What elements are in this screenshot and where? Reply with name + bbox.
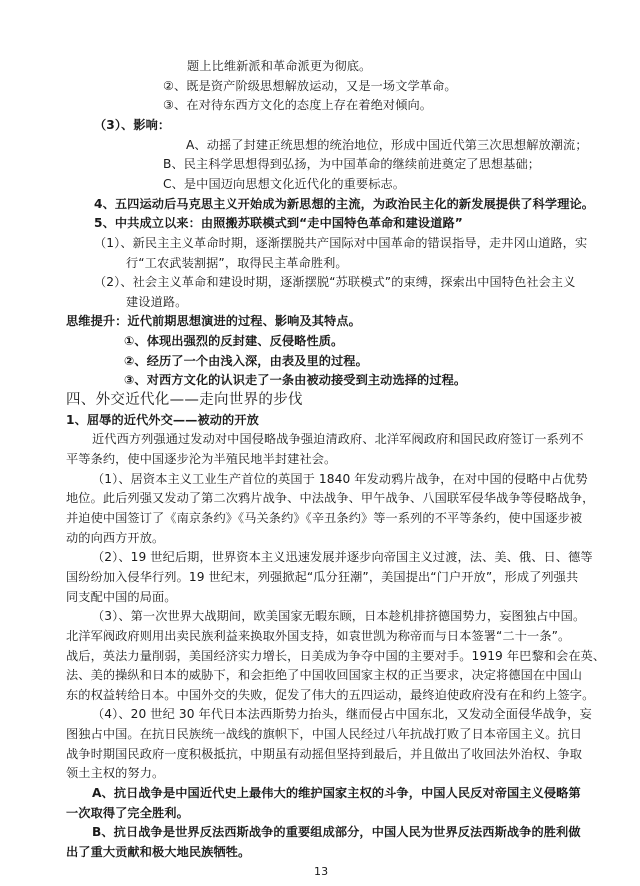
paragraph-line: 动的向西方开放。 bbox=[66, 530, 165, 545]
text-line: （1）、新民主主义革命时期，逐渐摆脱共产国际对中国革命的错误指导，走井冈山道路，实 bbox=[94, 235, 588, 250]
text-line: ②、既是资产阶级思想解放运动，又是一场文学革命。 bbox=[163, 78, 457, 93]
subheading-impact: （3）、影响： bbox=[94, 117, 171, 132]
paragraph-line: （2）、19 世纪后期，世界资本主义迅速发展并逐步向帝国主义过渡，法、美、俄、日、德等 bbox=[92, 550, 593, 565]
paragraph-line: （1）、居资本主义工业生产首位的英国于 1840 年发动鸦片战争，在对中国的侵略中占优势 bbox=[92, 471, 588, 486]
paragraph-line: 并迫使中国签订了《南京条约》《马关条约》《辛丑条约》等一系列的不平等条约，使中国逐步被 bbox=[66, 510, 583, 525]
section-heading: 四、外交近代化——走向世界的步伐 bbox=[66, 392, 303, 409]
paragraph-line: 战后，英法力量削弱，美国经济实力增长，日美成为争夺中国的主要对手。1919 年巴黎和会在英、 bbox=[66, 648, 606, 663]
paragraph-line: （4）、20 世纪 30 年代日本法西斯势力抬头，继而侵占中国东北，又发动全面侵华战争，妄 bbox=[92, 707, 592, 722]
text-line: （2）、社会主义革命和建设时期，逐渐摆脱“苏联模式”的束缚，探索出中国特色社会主义 bbox=[94, 275, 576, 290]
page-number: 13 bbox=[314, 865, 329, 878]
paragraph-line: 领土主权的努力。 bbox=[66, 766, 165, 781]
bold-point: ①、体现出强烈的反封建、反侵略性质。 bbox=[124, 334, 344, 349]
bold-point: B、抗日战争是世界反法西斯战争的重要组成部分，中国人民为世界反法西斯战争的胜利做 bbox=[92, 825, 581, 840]
text-line: 题上比维新派和革命派更为彻底。 bbox=[187, 59, 372, 73]
text-line: A、动摇了封建正统思想的统治地位，形成中国近代第三次思想解放潮流； bbox=[186, 137, 588, 152]
paragraph-line: （3）、第一次世界大战期间，欧美国家无暇东顾，日本趁机排挤德国势力，妄图独占中国。 bbox=[92, 609, 586, 624]
paragraph-line: 平等条约，使中国逐步沦为半殖民地半封建社会。 bbox=[66, 452, 337, 466]
paragraph-line: 东的权益转给日本。中国外交的失败，促发了伟大的五四运动，最终迫使政府没有在和约上签字。 bbox=[66, 687, 595, 702]
text-line: 行“工农武装割据”，取得民主革命胜利。 bbox=[126, 255, 348, 270]
bold-point: 4、五四运动后马克思主义开始成为新思想的主流，为政治民主化的新发展提供了科学理论。 bbox=[94, 196, 595, 211]
paragraph-line: 战争时期国民政府一度积极抵抗，中期虽有动摇但坚持到最后，并且做出了收回法外治权、争取 bbox=[66, 746, 583, 761]
paragraph-line: 法、美的操纵和日本的威胁下，和会拒绝了中国收回国家主权的正当要求，决定将德国在中国山 bbox=[66, 668, 583, 683]
bold-point: 出了重大贡献和极大地民族牺牲。 bbox=[66, 845, 251, 859]
text-line: C、是中国迈向思想文化近代化的重要标志。 bbox=[163, 176, 406, 191]
paragraph-line: 同支配中国的局面。 bbox=[66, 589, 177, 604]
text-line: 建设道路。 bbox=[126, 294, 188, 309]
bold-point: 5、中共成立以来：由照搬苏联模式到“走中国特色革命和建设道路” bbox=[94, 216, 463, 231]
paragraph-line: 国纷纷加入侵华行列。19 世纪末，列强掀起“瓜分狂潮”，美国提出“门户开放”，形成了列强共 bbox=[66, 569, 579, 584]
paragraph-line: 近代西方列强通过发动对中国侵略战争强迫清政府、北洋军阀政府和国民政府签订一系列不 bbox=[92, 432, 584, 447]
text-line: B、民主科学思想得到弘扬，为中国革命的继续前进奠定了思想基础； bbox=[163, 157, 541, 172]
subsection-heading: 1、屈辱的近代外交——被动的开放 bbox=[66, 412, 259, 427]
bold-point: ②、经历了一个由浅入深，由表及里的过程。 bbox=[124, 353, 368, 368]
text-line: ③、在对待东西方文化的态度上存在着绝对倾向。 bbox=[163, 98, 433, 113]
bold-point: ③、对西方文化的认识走了一条由被动接受到主动选择的过程。 bbox=[124, 373, 467, 388]
paragraph-line: 图独占中国。在抗日民族统一战线的旗帜下，中国人民经过八年抗战打败了日本帝国主义。抗日 bbox=[66, 727, 583, 742]
bold-point: 一次取得了完全胜利。 bbox=[66, 805, 189, 820]
bold-point: A、抗日战争是中国近代史上最伟大的维护国家主权的斗争，中国人民反对帝国主义侵略第 bbox=[92, 786, 581, 801]
paragraph-line: 地位。此后列强又发动了第二次鸦片战争、中法战争、甲午战争、八国联军侵华战争等侵略战争， bbox=[66, 491, 595, 506]
thinking-heading: 思维提升：近代前期思想演进的过程、影响及其特点。 bbox=[66, 314, 361, 329]
paragraph-line: 北洋军阀政府则用出卖民族利益来换取外国支持，如袁世凯为称帝而与日本签署“二十一条”。 bbox=[66, 628, 571, 643]
